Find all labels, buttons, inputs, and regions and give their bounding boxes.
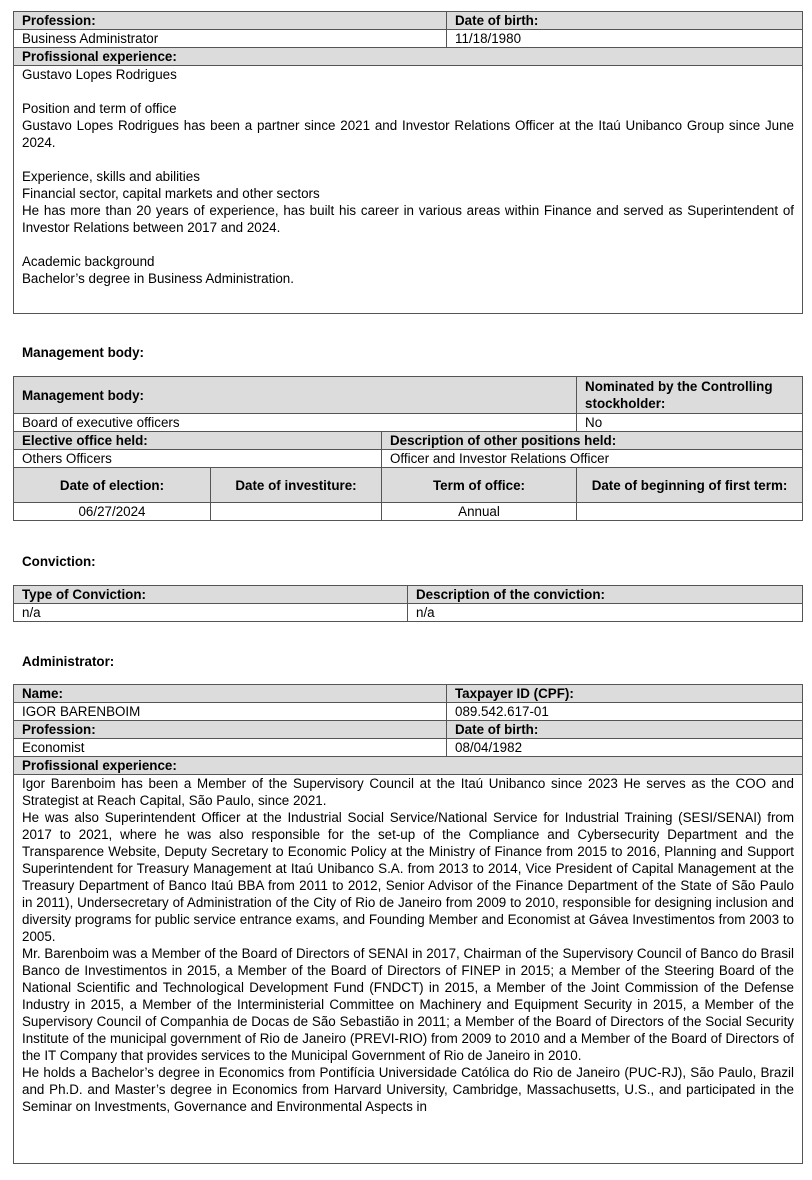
admin-profession-value: Economist xyxy=(14,739,447,757)
conviction-table xyxy=(13,585,803,622)
admin-cpf-value: 089.542.617-01 xyxy=(447,703,803,721)
admin-cpf-label: Taxpayer ID (CPF): xyxy=(447,685,803,703)
profile-table-1 xyxy=(13,11,803,314)
experience-text-cell xyxy=(14,66,803,314)
elective-office-label: Elective office held: xyxy=(14,432,382,450)
admin-profession-label: Profession: xyxy=(14,721,447,739)
term-of-office-label: Term of office: xyxy=(382,468,577,503)
investiture-date-label: Date of investiture: xyxy=(211,468,382,503)
administrator-block xyxy=(13,684,803,1164)
profession-label: Profession: xyxy=(14,12,447,30)
first-term-value xyxy=(577,503,803,521)
management-table xyxy=(13,376,803,521)
conviction-type-label: Type of Conviction: xyxy=(14,586,408,604)
management-body-label: Management body: xyxy=(14,377,577,414)
admin-dob-label: Date of birth: xyxy=(447,721,803,739)
term-of-office-value: Annual xyxy=(382,503,577,521)
nominated-label: Nominated by the Controlling stockholder: xyxy=(577,377,803,414)
other-positions-value: Officer and Investor Relations Officer xyxy=(382,450,803,468)
administrator-section-title: Administrator: xyxy=(22,654,115,669)
management-body-value: Board of executive officers xyxy=(14,414,577,432)
dob-value: 11/18/1980 xyxy=(447,30,803,48)
administrator-table xyxy=(13,684,803,1164)
profession-value: Business Administrator xyxy=(14,30,447,48)
profile-block-1 xyxy=(13,11,803,314)
investiture-date-value xyxy=(211,503,382,521)
election-date-value: 06/27/2024 xyxy=(14,503,211,521)
first-term-label: Date of beginning of first term: xyxy=(577,468,803,503)
other-positions-label: Description of other positions held: xyxy=(382,432,803,450)
conviction-block xyxy=(13,585,803,622)
experience-text: Gustavo Lopes Rodrigues Position and term of office Gustavo Lopes Rodrigues has been a partner since 2021 and Investor Relations Officer at the Itaú Unibanco Group since June 2024. Experience, skills and abilities Financial sector, capital markets and other sectors He has more than 20 years of experience, has built his career in various areas within Finance and served as Superintendent of Investor Relations between 2017 and 2024. Academic background Bachelor’s degree in Business Administration. xyxy=(22,67,794,286)
nominated-value: No xyxy=(577,414,803,432)
admin-name-label: Name: xyxy=(14,685,447,703)
conviction-description-value: n/a xyxy=(408,604,803,622)
admin-name-value: IGOR BARENBOIM xyxy=(14,703,447,721)
conviction-type-value: n/a xyxy=(14,604,408,622)
experience-label: Profissional experience: xyxy=(14,48,803,66)
management-block xyxy=(13,376,803,521)
dob-label: Date of birth: xyxy=(447,12,803,30)
admin-dob-value: 08/04/1982 xyxy=(447,739,803,757)
admin-experience-text-cell xyxy=(14,775,803,1164)
elective-office-value: Others Officers xyxy=(14,450,382,468)
election-date-label: Date of election: xyxy=(14,468,211,503)
conviction-section-title: Conviction: xyxy=(22,554,96,569)
admin-experience-label: Profissional experience: xyxy=(14,757,803,775)
management-section-title: Management body: xyxy=(22,345,145,360)
conviction-description-label: Description of the conviction: xyxy=(408,586,803,604)
admin-experience-text: Igor Barenboim has been a Member of the Supervisory Council at the Itaú Unibanco since 2023 He serves as the COO and Strategist at Reach Capital, São Paulo, since 2021. He was also Superintendent Officer at the Industrial Social Service/National Service for Industrial Training (SESI/SENAI) from 2017 to 2021, where he was also responsible for the set-up of the Compliance and Cybersecurity Department and the Transparence Website, Deputy Secretary to Economic Policy at the Ministry of Finance from 2015 to 2016, Planning and Support Superintendent for Treasury Management at Itaú Unibanco S.A. from 2013 to 2014, Vice President of Capital Management at the Treasury Department of Banco Itaú BBA from 2011 to 2012, Senior Advisor of the Finance Department of the State of São Paulo in 2011), Undersecretary of Administration of the City of Rio de Janeiro from 2009 to 2010, responsible for designing inclusion and diversity programs for public service entrance exams, and Founding Member and Economist at Gávea Investimentos from 2003 to 2005. Mr. Barenboim was a Member of the Board of Directors of SENAI in 2017, Chairman of the Supervisory Council of Banco do Brasil Banco de Investimentos in 2015, a Member of the Board of Directors of FINEP in 2015; a Member of the Steering Board of the National Scientific and Technological Development Fund (FNDCT) in 2015, a Member of the Joint Commission of the Defense Industry in 2015, a Member of the Interministerial Committee on Machinery and Equipment Security in 2015, a Member of the Supervisory Council of Companhia de Docas de São Sebastião in 2011; a Member of the Board of Directors of the Social Security Institute of the municipal government of Rio de Janeiro (PREVI-RIO) from 2009 to 2010 and a Member of the Board of Directors of the IT Company that provides services to the Municipal Government of Rio de Janeiro in 2010. He holds a Bachelor’s degree in Economics from Pontifícia Universidade Católica do Rio de Janeiro (PUC-RJ), São Paulo, Brazil and Ph.D. and Master’s degree in Economics from Harvard University, Cambridge, Massachusetts, U.S., and participated in the Seminar on Investments, Governance and Environmental Aspects in xyxy=(22,776,794,1114)
